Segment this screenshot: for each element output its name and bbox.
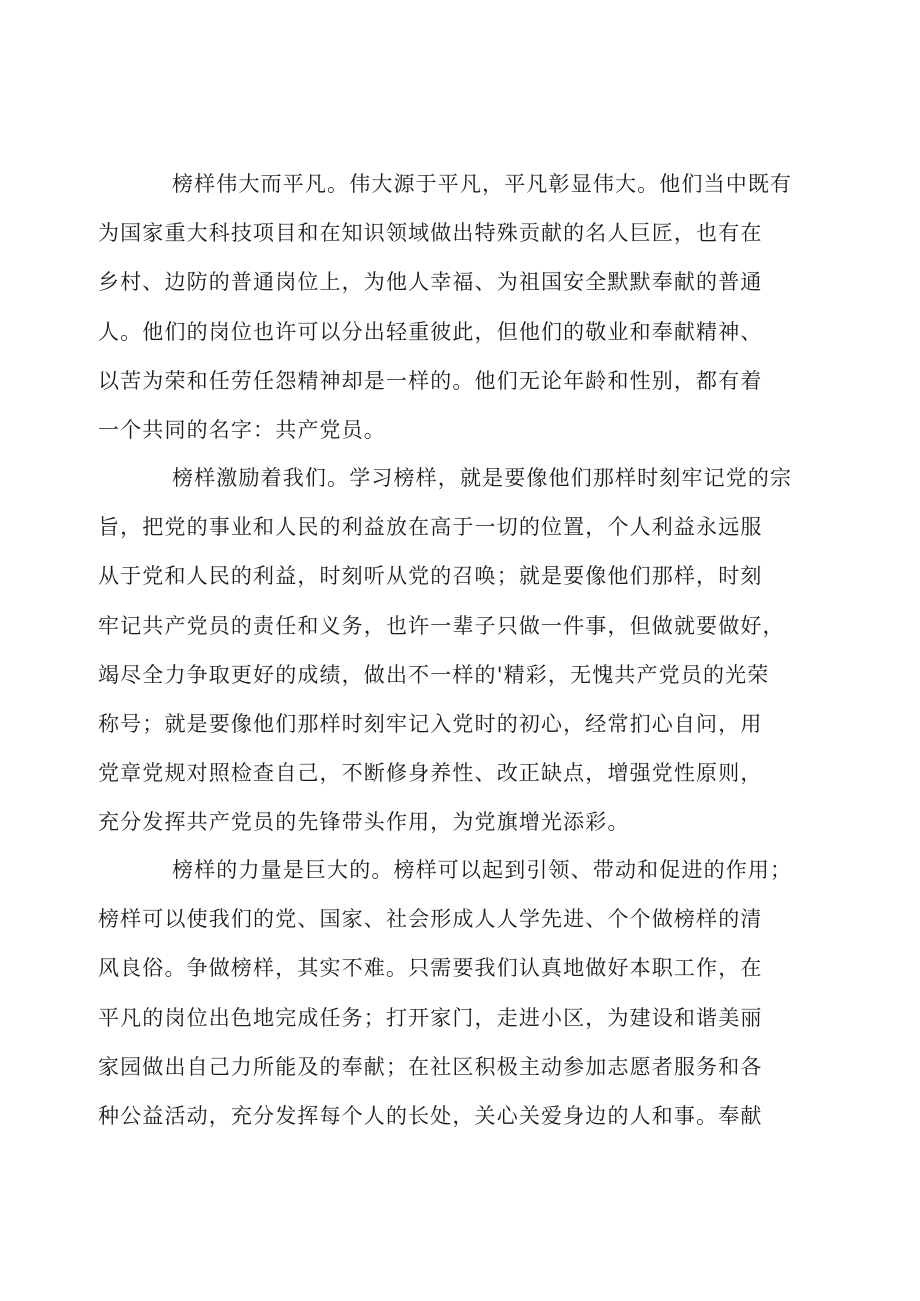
paragraph-1-line-2: 为国家重大科技项目和在知识领域做出特殊贡献的名人巨匠，也有在 <box>98 221 763 245</box>
paragraph-1-line-1: 榜样伟大而平凡。伟大源于平凡，平凡彰显伟大。他们当中既有 <box>172 172 793 196</box>
paragraph-3-line-4: 平凡的岗位出色地完成任务；打开家门，走进小区，为建设和谐美丽 <box>98 1006 763 1030</box>
paragraph-1-line-6: 一个共同的名字：共产党员。 <box>98 418 386 442</box>
paragraph-2-line-5: 竭尽全力争取更好的成绩，做出不一样的'精彩，无愧共产党员的光荣 <box>98 663 770 687</box>
paragraph-2-line-6: 称号；就是要像他们那样时刻牢记入党时的初心，经常扪心自问，用 <box>98 712 763 736</box>
paragraph-1-line-5: 以苦为荣和任劳任怨精神却是一样的。他们无论年龄和性别，都有着 <box>98 369 763 393</box>
paragraph-2-line-1: 榜样激励着我们。学习榜样，就是要像他们那样时刻牢记党的宗 <box>172 466 793 490</box>
paragraph-3-line-1: 榜样的力量是巨大的。榜样可以起到引领、带动和促进的作用； <box>172 858 793 882</box>
paragraph-1-line-3: 乡村、边防的普通岗位上，为他人幸福、为祖国安全默默奉献的普通 <box>98 270 763 294</box>
paragraph-3-line-6: 种公益活动，充分发挥每个人的长处，关心关爱身边的人和事。奉献 <box>98 1104 763 1128</box>
paragraph-2-line-4: 牢记共产党员的责任和义务，也许一辈子只做一件事，但做就要做好， <box>98 614 785 638</box>
paragraph-2-line-3: 从于党和人民的利益，时刻听从党的召唤；就是要像他们那样，时刻 <box>98 564 763 588</box>
paragraph-2-line-7: 党章党规对照检查自己，不断修身养性、改正缺点，增强党性原则， <box>98 761 763 785</box>
paragraph-1-line-4: 人。他们的岗位也许可以分出轻重彼此，但他们的敬业和奉献精神、 <box>98 320 763 344</box>
paragraph-3-line-3: 风良俗。争做榜样，其实不难。只需要我们认真地做好本职工作，在 <box>98 956 763 980</box>
paragraph-2-line-2: 旨，把党的事业和人民的利益放在高于一切的位置，个人利益永远服 <box>98 515 763 539</box>
paragraph-3-line-5: 家园做出自己力所能及的奉献；在社区积极主动参加志愿者服务和各 <box>98 1055 763 1079</box>
paragraph-2-line-8: 充分发挥共产党员的先锋带头作用，为党旗增光添彩。 <box>98 810 630 834</box>
paragraph-3-line-2: 榜样可以使我们的党、国家、社会形成人人学先进、个个做榜样的清 <box>98 907 763 931</box>
